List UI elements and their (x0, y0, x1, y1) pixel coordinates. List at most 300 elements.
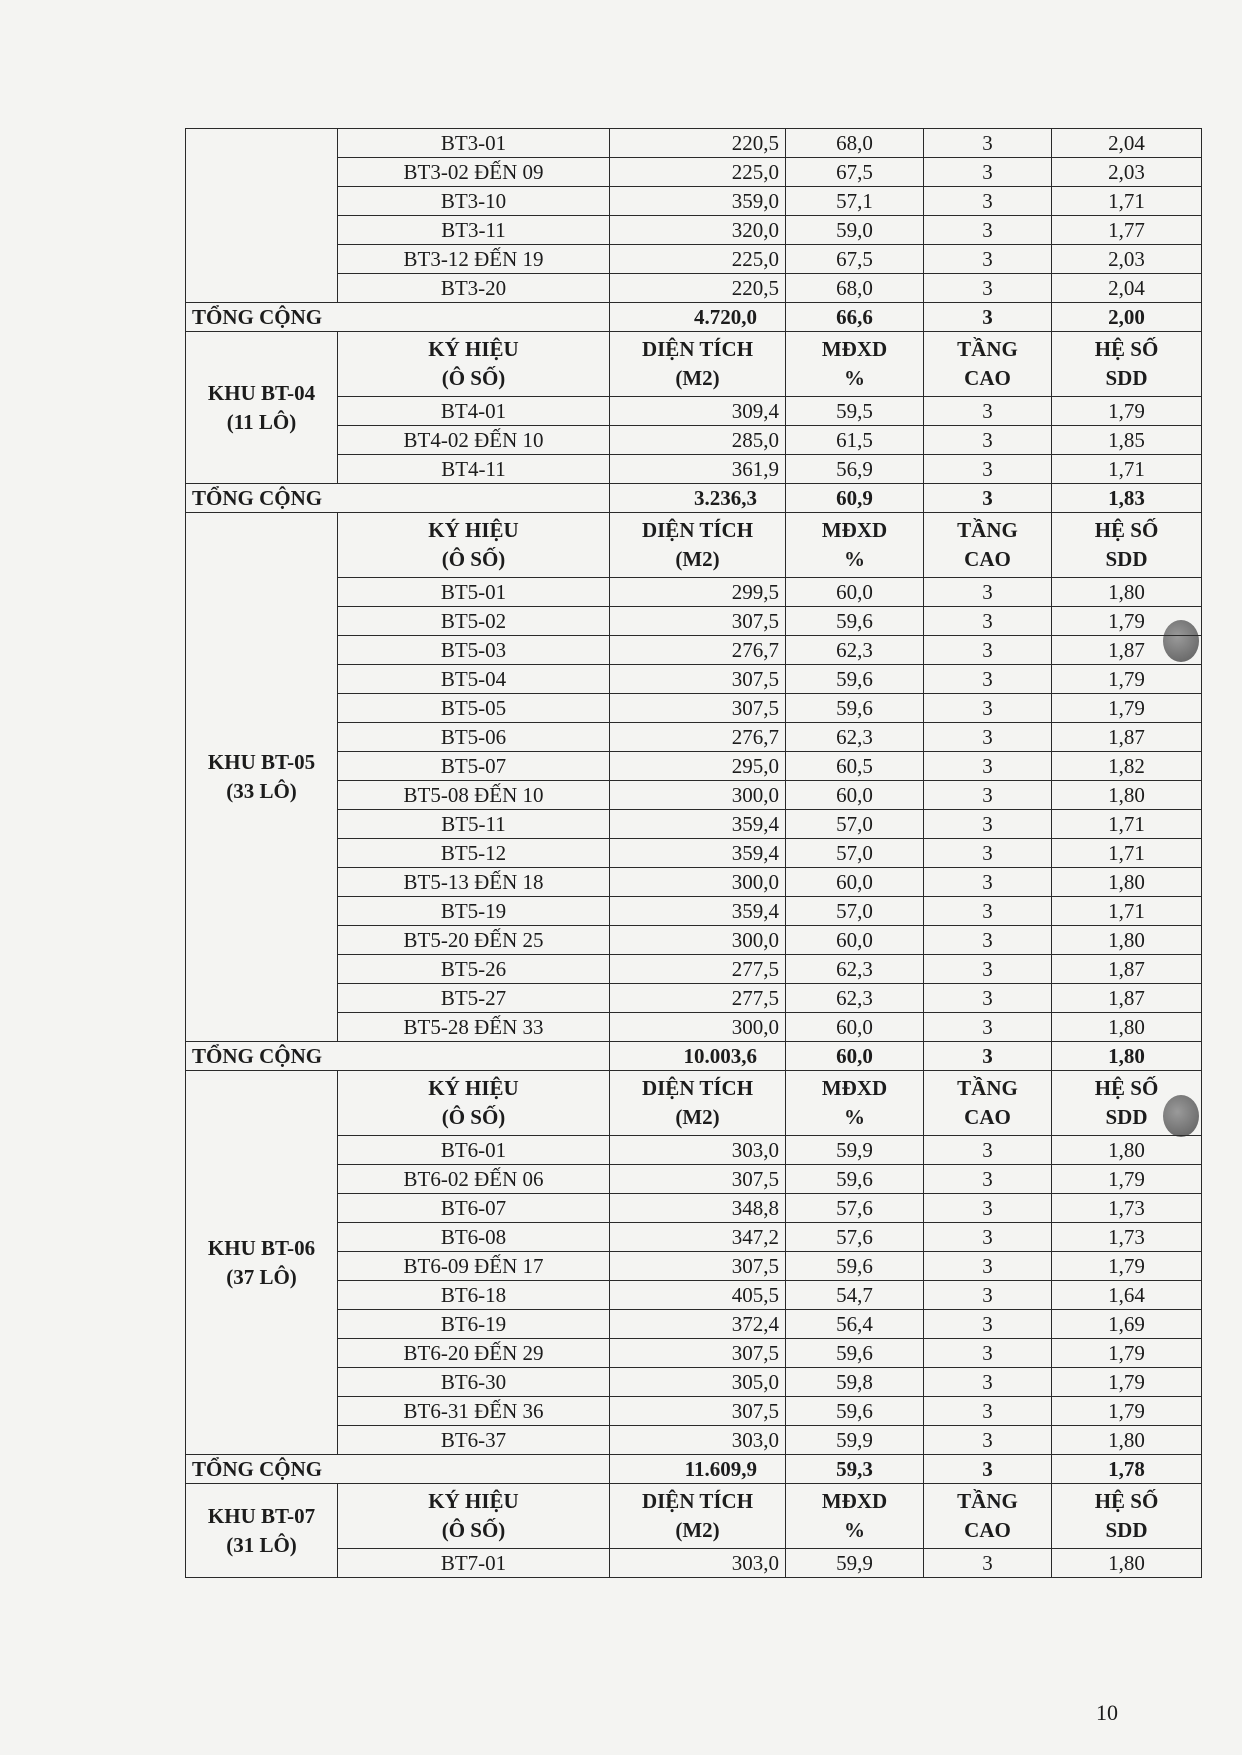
cell-line: SDD (1105, 1518, 1148, 1542)
area-cell: 300,0 (610, 781, 786, 810)
cell-line: DIỆN TÍCH (641, 1489, 754, 1513)
cell-line: % (844, 1105, 865, 1129)
floors-cell: 3 (924, 1368, 1052, 1397)
area-cell: 225,0 (610, 158, 786, 187)
cell-line: (Ô SỐ) (441, 547, 506, 571)
area-cell: 359,4 (610, 897, 786, 926)
floors-cell: 3 (924, 1194, 1052, 1223)
table-row (186, 187, 1202, 216)
ratio-cell: 1,79 (1052, 665, 1202, 694)
density-cell: 60,0 (786, 781, 924, 810)
total-row (186, 484, 1202, 513)
cell-line: HỆ SỐ (1094, 1489, 1159, 1513)
total-label-cell: TỔNG CỘNG (186, 484, 610, 513)
area-cell: 300,0 (610, 926, 786, 955)
area-cell: 359,4 (610, 839, 786, 868)
density-cell: 57,0 (786, 839, 924, 868)
area-cell: 277,5 (610, 984, 786, 1013)
density-cell: 54,7 (786, 1281, 924, 1310)
lot-code-cell: BT6-02 ĐẾN 06 (338, 1165, 610, 1194)
area-cell: 276,7 (610, 723, 786, 752)
table-row (186, 694, 1202, 723)
floors-cell: 3 (924, 1223, 1052, 1252)
ratio-cell: 1,71 (1052, 455, 1202, 484)
area-cell: 359,0 (610, 187, 786, 216)
cell-line: CAO (964, 1518, 1011, 1542)
floors-cell: 3 (924, 694, 1052, 723)
ratio-cell: 1,79 (1052, 694, 1202, 723)
column-header-ratio (1052, 1071, 1202, 1136)
area-cell: 276,7 (610, 636, 786, 665)
zone-label-cell (186, 1071, 338, 1455)
density-cell: 59,6 (786, 1165, 924, 1194)
table-row (186, 636, 1202, 665)
table-row (186, 926, 1202, 955)
cell-line: (11 LÔ) (226, 409, 297, 434)
floors-cell: 3 (924, 897, 1052, 926)
area-cell: 220,5 (610, 129, 786, 158)
lot-code-cell: BT6-19 (338, 1310, 610, 1339)
table-row (186, 578, 1202, 607)
cell-line: TẦNG (957, 337, 1018, 361)
floors-cell: 3 (924, 245, 1052, 274)
density-cell: 59,6 (786, 1252, 924, 1281)
column-header-area (610, 1071, 786, 1136)
column-header-density (786, 1484, 924, 1549)
ratio-cell: 1,80 (1052, 868, 1202, 897)
cell-line: (33 LÔ) (226, 779, 297, 803)
area-cell: 348,8 (610, 1194, 786, 1223)
density-cell: 57,6 (786, 1223, 924, 1252)
density-cell: 60,5 (786, 752, 924, 781)
floors-cell: 3 (924, 1310, 1052, 1339)
ratio-cell: 1,71 (1052, 187, 1202, 216)
cell-line: SDD (1105, 1105, 1148, 1129)
lot-code-cell: BT6-18 (338, 1281, 610, 1310)
lot-code-cell: BT5-11 (338, 810, 610, 839)
cell-line: (Ô SỐ) (441, 1518, 506, 1542)
floors-cell: 3 (924, 1281, 1052, 1310)
column-header-code (338, 1071, 610, 1136)
cell-line: HỆ SỐ (1094, 1076, 1159, 1100)
floors-cell: 3 (924, 455, 1052, 484)
lot-code-cell: BT7-01 (338, 1549, 610, 1578)
table-row (186, 839, 1202, 868)
column-header-area (610, 513, 786, 578)
column-header-floors (924, 332, 1052, 397)
column-header-code (338, 513, 610, 578)
cell-line: (31 LÔ) (226, 1532, 297, 1557)
table-row (186, 216, 1202, 245)
table-row (186, 955, 1202, 984)
density-cell: 59,9 (786, 1426, 924, 1455)
table-row (186, 1252, 1202, 1281)
density-cell: 62,3 (786, 955, 924, 984)
lot-code-cell: BT5-26 (338, 955, 610, 984)
floors-cell: 3 (924, 984, 1052, 1013)
table-row (186, 781, 1202, 810)
ratio-cell: 1,80 (1052, 926, 1202, 955)
column-header-density (786, 513, 924, 578)
density-cell: 59,6 (786, 607, 924, 636)
lot-code-cell: BT6-07 (338, 1194, 610, 1223)
total-row (186, 1042, 1202, 1071)
lot-code-cell: BT4-02 ĐẾN 10 (338, 426, 610, 455)
area-cell: 307,5 (610, 1339, 786, 1368)
cell-line: SDD (1105, 547, 1148, 571)
ratio-cell: 1,69 (1052, 1310, 1202, 1339)
lot-code-cell: BT5-06 (338, 723, 610, 752)
area-cell: 303,0 (610, 1426, 786, 1455)
lot-code-cell: BT5-07 (338, 752, 610, 781)
ratio-cell: 2,03 (1052, 245, 1202, 274)
column-header-area (610, 1484, 786, 1549)
ratio-cell: 1,79 (1052, 607, 1202, 636)
table-row (186, 1223, 1202, 1252)
cell-line: KÝ HIỆU (428, 337, 519, 361)
table-row (186, 1368, 1202, 1397)
density-cell: 56,9 (786, 455, 924, 484)
table-row (186, 129, 1202, 158)
table-row (186, 810, 1202, 839)
ratio-cell: 1,71 (1052, 839, 1202, 868)
density-cell: 56,4 (786, 1310, 924, 1339)
lot-code-cell: BT5-19 (338, 897, 610, 926)
column-header-floors (924, 1071, 1052, 1136)
density-cell: 67,5 (786, 158, 924, 187)
cell-line: KÝ HIỆU (428, 518, 519, 542)
area-cell: 307,5 (610, 607, 786, 636)
ratio-cell: 1,79 (1052, 1368, 1202, 1397)
ratio-cell: 1,80 (1052, 1549, 1202, 1578)
total-density-cell: 60,0 (786, 1042, 924, 1071)
header-row (186, 513, 1202, 578)
lot-code-cell: BT5-20 ĐẾN 25 (338, 926, 610, 955)
lot-code-cell: BT3-10 (338, 187, 610, 216)
planning-table (185, 128, 1202, 1578)
density-cell: 57,1 (786, 187, 924, 216)
density-cell: 62,3 (786, 636, 924, 665)
area-cell: 307,5 (610, 1165, 786, 1194)
lot-code-cell: BT5-05 (338, 694, 610, 723)
density-cell: 59,0 (786, 216, 924, 245)
area-cell: 300,0 (610, 1013, 786, 1042)
cell-line: DIỆN TÍCH (641, 1076, 754, 1100)
ratio-cell: 1,80 (1052, 1136, 1202, 1165)
ratio-cell: 1,80 (1052, 781, 1202, 810)
lot-code-cell: BT3-02 ĐẾN 09 (338, 158, 610, 187)
cell-line: (37 LÔ) (226, 1264, 297, 1289)
cell-line: CAO (964, 1105, 1011, 1129)
floors-cell: 3 (924, 839, 1052, 868)
column-header-area (610, 332, 786, 397)
ratio-cell: 2,04 (1052, 129, 1202, 158)
lot-code-cell: BT5-04 (338, 665, 610, 694)
lot-code-cell: BT3-20 (338, 274, 610, 303)
total-ratio-cell: 1,80 (1052, 1042, 1202, 1071)
header-row (186, 332, 1202, 397)
cell-line: MĐXD (821, 337, 888, 361)
cell-line: TẦNG (957, 1076, 1018, 1100)
table-row (186, 245, 1202, 274)
cell-line: CAO (964, 366, 1011, 390)
header-row (186, 1484, 1202, 1549)
table-row (186, 274, 1202, 303)
total-area-cell: 11.609,9 (610, 1455, 786, 1484)
area-cell: 285,0 (610, 426, 786, 455)
column-header-ratio (1052, 513, 1202, 578)
table-row (186, 1397, 1202, 1426)
floors-cell: 3 (924, 926, 1052, 955)
floors-cell: 3 (924, 426, 1052, 455)
floors-cell: 3 (924, 1013, 1052, 1042)
area-cell: 320,0 (610, 216, 786, 245)
density-cell: 59,8 (786, 1368, 924, 1397)
total-floors-cell: 3 (924, 484, 1052, 513)
lot-code-cell: BT5-03 (338, 636, 610, 665)
total-label-cell: TỔNG CỘNG (186, 1455, 610, 1484)
lot-code-cell: BT5-27 (338, 984, 610, 1013)
table-row (186, 1013, 1202, 1042)
lot-code-cell: BT3-11 (338, 216, 610, 245)
lot-code-cell: BT5-02 (338, 607, 610, 636)
floors-cell: 3 (924, 129, 1052, 158)
floors-cell: 3 (924, 752, 1052, 781)
density-cell: 62,3 (786, 723, 924, 752)
column-header-density (786, 332, 924, 397)
table-row (186, 984, 1202, 1013)
floors-cell: 3 (924, 1165, 1052, 1194)
floors-cell: 3 (924, 1136, 1052, 1165)
density-cell: 59,9 (786, 1549, 924, 1578)
density-cell: 68,0 (786, 274, 924, 303)
cell-line: DIỆN TÍCH (641, 337, 754, 361)
ratio-cell: 1,82 (1052, 752, 1202, 781)
ratio-cell: 1,79 (1052, 1252, 1202, 1281)
table-row (186, 1194, 1202, 1223)
lot-code-cell: BT5-08 ĐẾN 10 (338, 781, 610, 810)
floors-cell: 3 (924, 158, 1052, 187)
lot-code-cell: BT3-01 (338, 129, 610, 158)
density-cell: 59,6 (786, 665, 924, 694)
table-row (186, 1339, 1202, 1368)
floors-cell: 3 (924, 955, 1052, 984)
density-cell: 59,6 (786, 694, 924, 723)
ratio-cell: 1,71 (1052, 810, 1202, 839)
total-ratio-cell: 1,83 (1052, 484, 1202, 513)
area-cell: 405,5 (610, 1281, 786, 1310)
floors-cell: 3 (924, 1426, 1052, 1455)
total-area-cell: 3.236,3 (610, 484, 786, 513)
lot-code-cell: BT6-09 ĐẾN 17 (338, 1252, 610, 1281)
column-header-ratio (1052, 1484, 1202, 1549)
column-header-code (338, 332, 610, 397)
table-row (186, 897, 1202, 926)
page-number: 10 (1096, 1700, 1118, 1725)
cell-line: SDD (1105, 366, 1148, 390)
ratio-cell: 1,87 (1052, 723, 1202, 752)
table-row (186, 426, 1202, 455)
ratio-cell: 1,80 (1052, 1013, 1202, 1042)
density-cell: 60,0 (786, 578, 924, 607)
density-cell: 60,0 (786, 1013, 924, 1042)
ratio-cell: 2,04 (1052, 274, 1202, 303)
table-row (186, 397, 1202, 426)
ratio-cell: 1,71 (1052, 897, 1202, 926)
floors-cell: 3 (924, 578, 1052, 607)
cell-line: (M2) (675, 1105, 720, 1129)
cell-line: (M2) (675, 547, 720, 571)
ratio-cell: 1,79 (1052, 397, 1202, 426)
ratio-cell: 1,79 (1052, 1397, 1202, 1426)
ratio-cell: 1,87 (1052, 636, 1202, 665)
total-density-cell: 60,9 (786, 484, 924, 513)
density-cell: 60,0 (786, 926, 924, 955)
lot-code-cell: BT6-30 (338, 1368, 610, 1397)
density-cell: 62,3 (786, 984, 924, 1013)
cell-line: TẦNG (957, 518, 1018, 542)
floors-cell: 3 (924, 607, 1052, 636)
table-row (186, 665, 1202, 694)
cell-line: MĐXD (821, 1489, 888, 1513)
floors-cell: 3 (924, 1397, 1052, 1426)
area-cell: 307,5 (610, 694, 786, 723)
area-cell: 361,9 (610, 455, 786, 484)
cell-line: % (844, 1518, 865, 1542)
ratio-cell: 1,87 (1052, 955, 1202, 984)
cell-line: (Ô SỐ) (441, 1105, 506, 1129)
density-cell: 67,5 (786, 245, 924, 274)
area-cell: 307,5 (610, 665, 786, 694)
lot-code-cell: BT5-13 ĐẾN 18 (338, 868, 610, 897)
ratio-cell: 1,79 (1052, 1339, 1202, 1368)
cell-line: KHU BT-06 (207, 1235, 316, 1260)
ratio-cell: 1,77 (1052, 216, 1202, 245)
column-header-floors (924, 1484, 1052, 1549)
floors-cell: 3 (924, 187, 1052, 216)
total-ratio-cell: 1,78 (1052, 1455, 1202, 1484)
area-cell: 277,5 (610, 955, 786, 984)
cell-line: (M2) (675, 366, 720, 390)
floors-cell: 3 (924, 1252, 1052, 1281)
ratio-cell: 1,79 (1052, 1165, 1202, 1194)
total-label-cell: TỔNG CỘNG (186, 1042, 610, 1071)
lot-code-cell: BT4-01 (338, 397, 610, 426)
ratio-cell: 1,85 (1052, 426, 1202, 455)
cell-line: % (844, 366, 865, 390)
floors-cell: 3 (924, 216, 1052, 245)
floors-cell: 3 (924, 274, 1052, 303)
ratio-cell: 1,64 (1052, 1281, 1202, 1310)
table-row (186, 1426, 1202, 1455)
area-cell: 347,2 (610, 1223, 786, 1252)
density-cell: 57,6 (786, 1194, 924, 1223)
cell-line: % (844, 547, 865, 571)
lot-code-cell: BT6-01 (338, 1136, 610, 1165)
zone-label-cell (186, 332, 338, 484)
column-header-ratio (1052, 332, 1202, 397)
density-cell: 59,9 (786, 1136, 924, 1165)
table-row (186, 607, 1202, 636)
cell-line: (M2) (675, 1518, 720, 1542)
floors-cell: 3 (924, 397, 1052, 426)
ratio-cell: 2,03 (1052, 158, 1202, 187)
area-cell: 307,5 (610, 1252, 786, 1281)
area-cell: 220,5 (610, 274, 786, 303)
cell-line: HỆ SỐ (1094, 337, 1159, 361)
total-floors-cell: 3 (924, 1455, 1052, 1484)
zone-label-cell (186, 129, 338, 303)
floors-cell: 3 (924, 810, 1052, 839)
lot-code-cell: BT5-01 (338, 578, 610, 607)
area-cell: 305,0 (610, 1368, 786, 1397)
ratio-cell: 1,80 (1052, 578, 1202, 607)
ratio-cell: 1,73 (1052, 1223, 1202, 1252)
density-cell: 57,0 (786, 897, 924, 926)
density-cell: 59,5 (786, 397, 924, 426)
ratio-cell: 1,80 (1052, 1426, 1202, 1455)
lot-code-cell: BT4-11 (338, 455, 610, 484)
area-cell: 295,0 (610, 752, 786, 781)
table-row (186, 723, 1202, 752)
column-header-density (786, 1071, 924, 1136)
lot-code-cell: BT6-20 ĐẾN 29 (338, 1339, 610, 1368)
cell-line: KÝ HIỆU (428, 1076, 519, 1100)
cell-line: KHU BT-05 (207, 750, 316, 774)
area-cell: 309,4 (610, 397, 786, 426)
table-row (186, 455, 1202, 484)
table-row (186, 1281, 1202, 1310)
cell-line: CAO (964, 547, 1011, 571)
density-cell: 68,0 (786, 129, 924, 158)
cell-line: TẦNG (957, 1489, 1018, 1513)
total-area-cell: 4.720,0 (610, 303, 786, 332)
lot-code-cell: BT6-08 (338, 1223, 610, 1252)
cell-line: DIỆN TÍCH (641, 518, 754, 542)
area-cell: 299,5 (610, 578, 786, 607)
area-cell: 372,4 (610, 1310, 786, 1339)
total-label-cell: TỔNG CỘNG (186, 303, 610, 332)
lot-code-cell: BT6-31 ĐẾN 36 (338, 1397, 610, 1426)
total-density-cell: 59,3 (786, 1455, 924, 1484)
planning-table-body (186, 129, 1202, 1578)
floors-cell: 3 (924, 665, 1052, 694)
column-header-code (338, 1484, 610, 1549)
floors-cell: 3 (924, 723, 1052, 752)
total-area-cell: 10.003,6 (610, 1042, 786, 1071)
table-row (186, 1136, 1202, 1165)
cell-line: KHU BT-04 (207, 380, 316, 405)
total-density-cell: 66,6 (786, 303, 924, 332)
area-cell: 359,4 (610, 810, 786, 839)
lot-code-cell: BT3-12 ĐẾN 19 (338, 245, 610, 274)
zone-label-cell (186, 1484, 338, 1578)
table-row (186, 1165, 1202, 1194)
total-ratio-cell: 2,00 (1052, 303, 1202, 332)
ratio-cell: 1,87 (1052, 984, 1202, 1013)
table-row (186, 752, 1202, 781)
ratio-cell: 1,73 (1052, 1194, 1202, 1223)
column-header-floors (924, 513, 1052, 578)
density-cell: 59,6 (786, 1339, 924, 1368)
lot-code-cell: BT5-28 ĐẾN 33 (338, 1013, 610, 1042)
total-row (186, 303, 1202, 332)
density-cell: 59,6 (786, 1397, 924, 1426)
floors-cell: 3 (924, 1549, 1052, 1578)
total-row (186, 1455, 1202, 1484)
lot-code-cell: BT5-12 (338, 839, 610, 868)
density-cell: 60,0 (786, 868, 924, 897)
